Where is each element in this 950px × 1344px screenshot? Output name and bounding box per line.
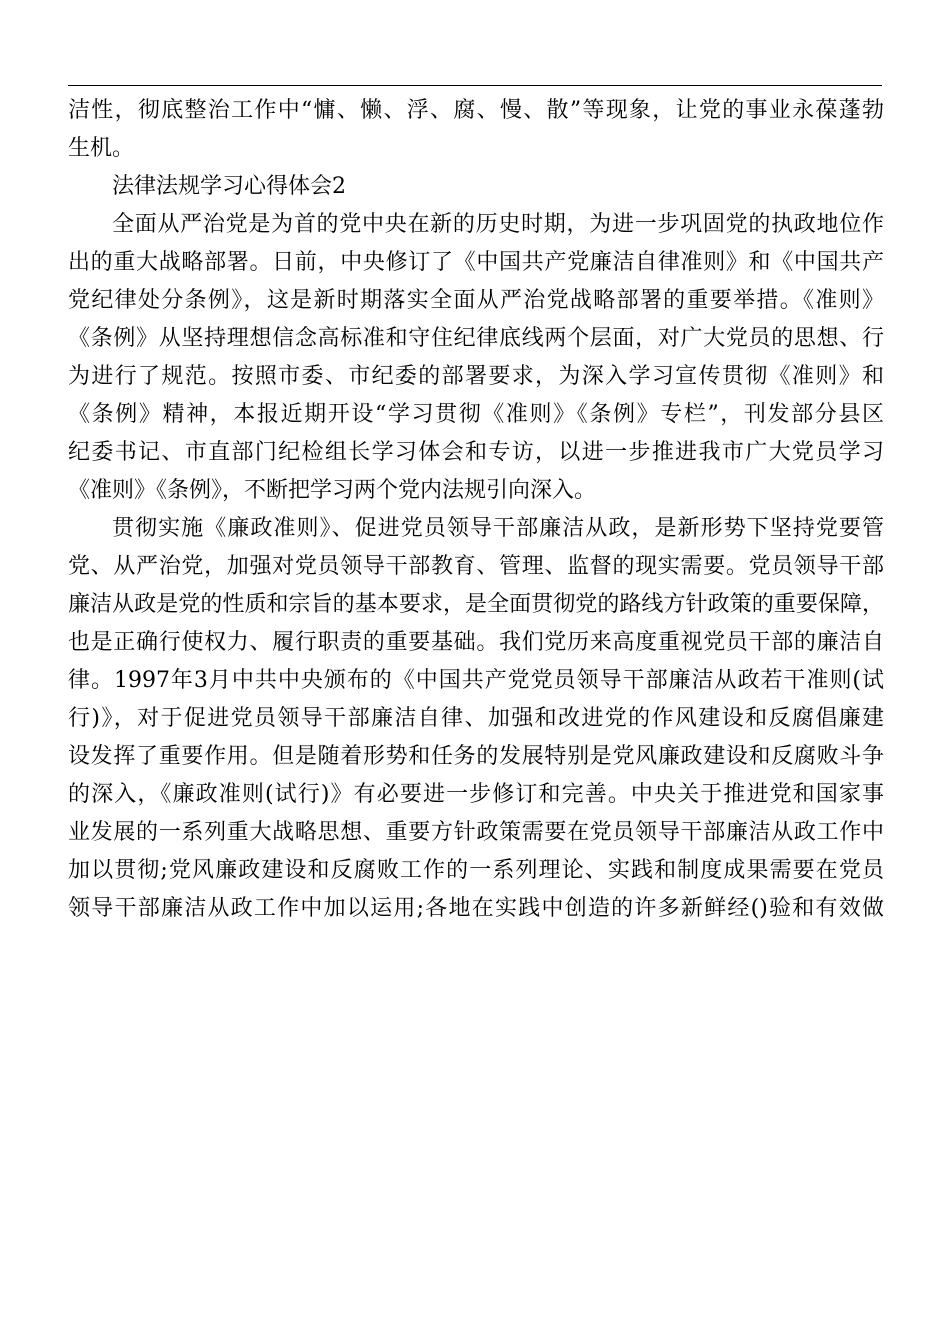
header-rule [68,85,882,86]
text-line: 纪委书记、市直部门纪检组长学习体会和专访，以进一步推进我市广大党员学习 [68,440,884,465]
text-line: 全面从严治党是为首的党中央在新的历史时期，为进一步巩固党的执政地位作 [112,212,884,237]
text-line: 党、从严治党，加强对党员领导干部教育、管理、监督的现实需要。党员领导干部 [68,554,884,579]
text-line: 党纪律处分条例》，这是新时期落实全面从严治党战略部署的重要举措。《准则》 [68,288,884,313]
paragraph-continuation [68,92,884,168]
document-body [68,92,884,928]
text-line: 《准则》《条例》，不断把学习两个党内法规引向深入。 [68,478,597,503]
text-line: 出的重大战略部署。日前，中央修订了《中国共产党廉洁自律准则》和《中国共产 [68,250,884,275]
text-line: 律。1997年3月中共中央颁布的《中国共产党党员领导干部廉洁从政若干准则(试 [68,668,884,693]
text-line: 的深入，《廉政准则(试行)》有必要进一步修订和完善。中央关于推进党和国家事 [68,782,884,807]
text-line: 领导干部廉洁从政工作中加以运用;各地在实践中创造的许多新鲜经()验和有效做 [68,896,884,921]
text-line: 设发挥了重要作用。但是随着形势和任务的发展特别是党风廉政建设和反腐败斗争 [68,744,884,769]
text-line: 《条例》精神，本报近期开设“学习贯彻《准则》《条例》专栏”，刊发部分县区 [68,402,884,427]
text-line: 加以贯彻;党风廉政建设和反腐败工作的一系列理论、实践和制度成果需要在党员 [68,858,884,883]
heading-text: 法律法规学习心得体会2 [112,174,346,199]
text-line: 业发展的一系列重大战略思想、重要方针政策需要在党员领导干部廉洁从政工作中 [68,820,884,845]
paragraph [68,206,884,510]
text-line: 《条例》从坚持理想信念高标准和守住纪律底线两个层面，对广大党员的思想、行 [68,326,884,351]
text-line: 生机。 [68,136,135,161]
text-line: 洁性，彻底整治工作中“慵、懒、浮、腐、慢、散”等现象，让党的事业永葆蓬勃 [68,98,884,123]
text-line: 为进行了规范。按照市委、市纪委的部署要求，为深入学习宣传贯彻《准则》和 [68,364,884,389]
text-line: 贯彻实施《廉政准则》、促进党员领导干部廉洁从政，是新形势下坚持党要管 [112,516,884,541]
section-heading [68,168,884,206]
text-line: 行)》，对于促进党员领导干部廉洁自律、加强和改进党的作风建设和反腐倡廉建 [68,706,884,731]
text-line: 廉洁从政是党的性质和宗旨的基本要求，是全面贯彻党的路线方针政策的重要保障， [68,592,884,617]
text-line: 也是正确行使权力、履行职责的重要基础。我们党历来高度重视党员干部的廉洁自 [68,630,884,655]
paragraph [68,510,884,928]
